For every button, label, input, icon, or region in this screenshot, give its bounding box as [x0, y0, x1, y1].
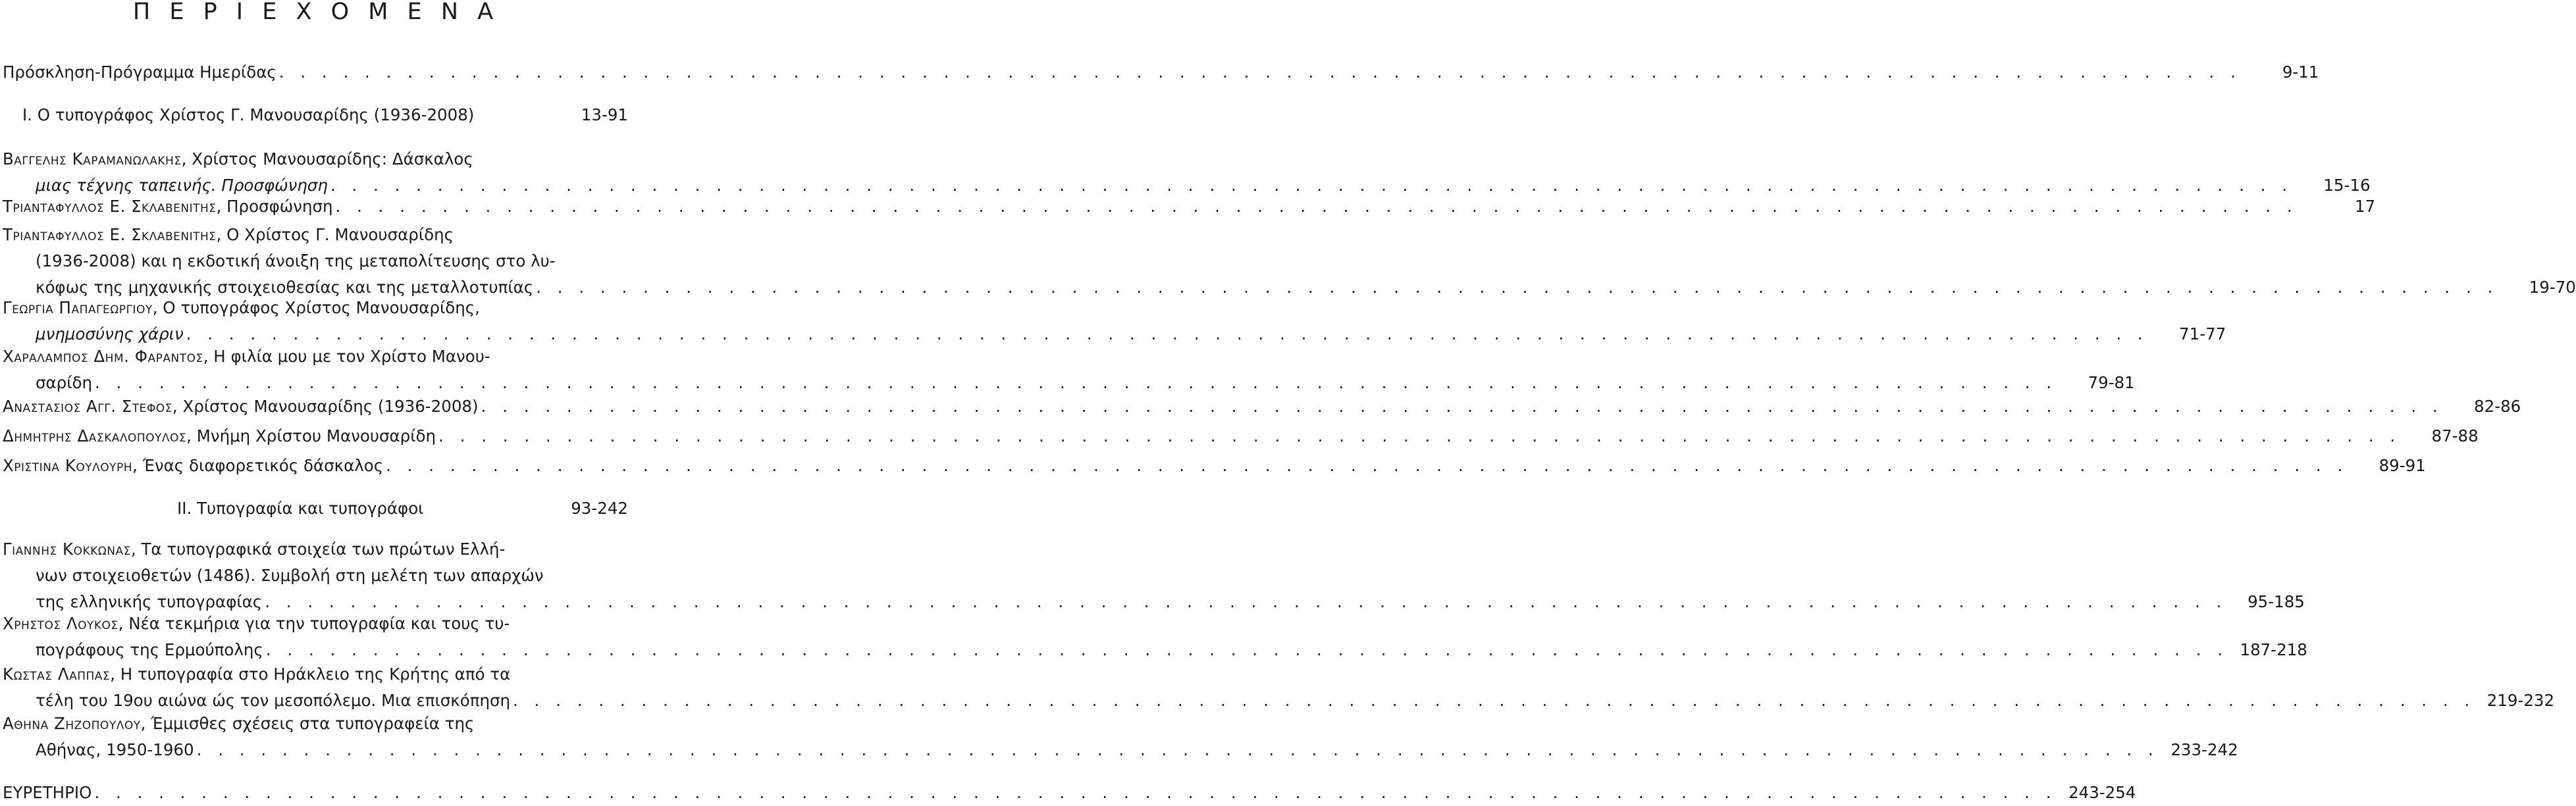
section-title: I. Ο τυπογράφος Χρίστος Γ. Μανουσαρίδης (1936-2008) — [22, 105, 475, 124]
toc-line — [3, 780, 2136, 806]
toc-line — [3, 495, 628, 522]
entry-title: μιας τέχνης ταπεινής. Προσφώνηση — [36, 176, 328, 195]
entry-author: Χαραλαμπος Δημ. Φαραντος — [3, 347, 203, 366]
entry-author: Δημητρης Δασκαλοπουλος — [3, 426, 187, 445]
toc-line — [3, 423, 2479, 449]
page-title: Π Ε Ρ Ι Ε Χ Ο Μ Ε Ν Α — [132, 0, 500, 25]
entry-title: , Ένας διαφορετικός δάσκαλος — [132, 456, 384, 475]
page-range: 82-86 — [2474, 397, 2521, 416]
entry-title: , Νέα τεκμήρια για την τυπογραφία και τους τυ- — [118, 614, 510, 633]
entry-title: , Ο τυπογράφος Χρίστος Μανουσαρίδης, — [152, 298, 480, 317]
dot-leader: . . . . . . . . . . . . . . . . . . . . . . . . . . . . . . . . . . . . . . . . . . . . . . . . . . . . . . . . . . . . . . . . . . . . . . . . . . . . . . . . . . . . . . . . . . . . — [278, 63, 2242, 82]
toc-entry — [3, 393, 2521, 420]
entry-title: σαρίδη — [36, 373, 93, 392]
toc-entry — [3, 193, 2376, 220]
entry-title: (1936-2008) και η εκδοτική άνοιξη της μεταπολίτευσης στο λυ- — [36, 251, 556, 270]
toc-entry — [3, 453, 2426, 479]
dot-leader: . . . . . . . . . . . . . . . . . . . . . . . . . . . . . . . . . . . . . . . . . . . . . . . . . . . . . . . . . . . . . . . . . . . . . . . . . . . . . . . . . . . . . . . . . . . . — [330, 176, 2293, 195]
entry-author: Γεωργια Παπαγεωργιου — [3, 298, 153, 317]
toc-entry — [3, 536, 2305, 615]
toc-entry — [3, 611, 2307, 663]
toc-line — [3, 536, 628, 563]
toc-line — [3, 59, 2319, 86]
entry-author: Χρηστος Λουκος — [3, 614, 118, 633]
entry-author: Βαγγελης Καραμανωλακης — [3, 149, 182, 168]
entry-title: , Τα τυπογραφικά στοιχεία των πρώτων Ελλή- — [130, 540, 506, 559]
dot-leader: . . . . . . . . . . . . . . . . . . . . . . . . . . . . . . . . . . . . . . . . . . . . . . . . . . . . . . . . . . . . . . . . . . . . . . . . . . . . . . . . . . . . . . . . . . . . — [536, 278, 2498, 297]
toc-line — [3, 453, 2426, 479]
dot-leader: . . . . . . . . . . . . . . . . . . . . . . . . . . . . . . . . . . . . . . . . . . . . . . . . . . . . . . . . . . . . . . . . . . . . . . . . . . . . . . . . . . . . . . . . . . . . — [335, 197, 2298, 216]
entry-title: μνημοσύνης χάριν — [36, 324, 184, 343]
entry-title: , Η τυπογραφία στο Ηράκλειο της Κρήτης από τα — [110, 665, 511, 684]
dot-leader: . . . . . . . . . . . . . . . . . . . . . . . . . . . . . . . . . . . . . . . . . . . . . . . . . . . . . . . . . . . . . . . . . . . . . . . . . . . . . . . . . . . . . . . . . . . . — [94, 783, 2057, 802]
toc-entry — [3, 780, 2136, 806]
toc-line — [3, 222, 628, 248]
page-range: 93-242 — [571, 499, 628, 518]
page-range: 17 — [2355, 197, 2376, 216]
toc-entry — [3, 711, 2238, 763]
toc-line — [3, 102, 628, 128]
toc-entry — [3, 222, 2576, 301]
entry-title: Αθήνας, 1950-1960 — [36, 740, 194, 759]
page-range: 95-185 — [2247, 592, 2305, 611]
toc-line — [3, 393, 2521, 420]
page-range: 9-11 — [2282, 63, 2319, 82]
entry-title: , Έμμισθες σχέσεις στα τυπογραφεία της — [140, 714, 475, 733]
toc-line — [3, 711, 628, 737]
entry-title: , Ο Χρίστος Γ. Μανουσαρίδης — [216, 225, 454, 244]
toc-line — [3, 611, 628, 637]
section-heading — [3, 495, 628, 522]
toc-line — [3, 563, 628, 589]
toc-line — [3, 688, 2555, 714]
page-range: 15-16 — [2323, 176, 2371, 195]
entry-title: της ελληνικής τυπογραφίας — [36, 592, 263, 611]
entry-title: , Χρίστος Μανουσαρίδης (1936-2008) — [172, 397, 479, 416]
entry-author: Αθηνα Ζηζοπουλου — [3, 714, 141, 733]
toc-entry — [3, 343, 2135, 396]
entry-title: Πρόσκληση-Πρόγραμμα Ημερίδας — [3, 63, 276, 82]
toc-line — [3, 637, 2307, 663]
section-title: II. Τυπογραφία και τυπογράφοι — [177, 499, 424, 518]
entry-title: , Χρίστος Μανουσαρίδης: Δάσκαλος — [181, 149, 473, 168]
page-range: 187-218 — [2240, 640, 2307, 659]
toc-line — [3, 146, 628, 172]
page-range: 79-81 — [2088, 373, 2135, 392]
section-heading — [3, 102, 628, 128]
entry-title: ΕΥΡΕΤΗΡΙΟ — [3, 783, 92, 802]
toc-line — [3, 370, 2135, 396]
dot-leader: . . . . . . . . . . . . . . . . . . . . . . . . . . . . . . . . . . . . . . . . . . . . . . . . . . . . . . . . . . . . . . . . . . . . . . . . . . . . . . . . . . . . . . . . . . . . — [186, 324, 2149, 343]
page-range: 13-91 — [581, 105, 628, 124]
dot-leader: . . . . . . . . . . . . . . . . . . . . . . . . . . . . . . . . . . . . . . . . . . . . . . . . . . . . . . . . . . . . . . . . . . . . . . . . . . . . . . . . . . . . . . . . . . . . — [196, 740, 2159, 759]
entry-title: κόφως της μηχανικής στοιχειοθεσίας και της μεταλλοτυπίας — [36, 278, 534, 297]
page-range: 243-254 — [2068, 783, 2136, 802]
entry-title: τέλη του 19ου αιώνα ώς τον μεσοπόλεμο. Μια επισκόπηση — [36, 691, 511, 710]
entry-author: Γιαννης Κοκκωνας — [3, 540, 131, 559]
entry-author: Τριανταφυλλος Ε. Σκλαβενιτης — [3, 197, 217, 216]
page-range: 233-242 — [2170, 740, 2238, 759]
dot-leader: . . . . . . . . . . . . . . . . . . . . . . . . . . . . . . . . . . . . . . . . . . . . . . . . . . . . . . . . . . . . . . . . . . . . . . . . . . . . . . . . . . . . . . . . . . . . — [265, 640, 2228, 659]
dot-leader: . . . . . . . . . . . . . . . . . . . . . . . . . . . . . . . . . . . . . . . . . . . . . . . . . . . . . . . . . . . . . . . . . . . . . . . . . . . . . . . . . . . . . . . . . . . . — [386, 456, 2348, 475]
entry-title: , Προσφώνηση — [216, 197, 333, 216]
entry-title: νων στοιχειοθετών (1486). Συμβολή στη μελέτη των απαρχών — [36, 566, 544, 585]
entry-author: Αναστασιος Αγγ. Στεφος — [3, 397, 172, 416]
entry-author: Κωστας Λαππας — [3, 665, 111, 684]
toc-line — [3, 737, 2238, 763]
page-range: 19-70 — [2529, 278, 2576, 297]
dot-leader: . . . . . . . . . . . . . . . . . . . . . . . . . . . . . . . . . . . . . . . . . . . . . . . . . . . . . . . . . . . . . . . . . . . . . . . . . . . . . . . . . . . . . . . . . . . . — [95, 373, 2057, 392]
toc-line — [3, 343, 628, 370]
toc-line — [3, 661, 628, 688]
toc-entry — [3, 661, 2555, 714]
toc-line — [3, 248, 628, 274]
page-range: 71-77 — [2179, 324, 2226, 343]
toc-entry — [3, 59, 2319, 86]
page-range: 87-88 — [2431, 426, 2479, 445]
dot-leader: . . . . . . . . . . . . . . . . . . . . . . . . . . . . . . . . . . . . . . . . . . . . . . . . . . . . . . . . . . . . . . . . . . . . . . . . . . . . . . . . . . . . . . . . . . . . — [438, 426, 2401, 445]
entry-title: , Η φιλία μου με τον Χρίστο Μανου- — [203, 347, 490, 366]
entry-title: , Μνήμη Χρίστου Μανουσαρίδη — [186, 426, 436, 445]
dot-leader: . . . . . . . . . . . . . . . . . . . . . . . . . . . . . . . . . . . . . . . . . . . . . . . . . . . . . . . . . . . . . . . . . . . . . . . . . . . . . . . . . . . . . . . . . . . . — [265, 592, 2227, 611]
toc-entry — [3, 295, 2226, 347]
entry-title: πογράφους της Ερμούπολης — [36, 640, 263, 659]
entry-author: Τριανταφυλλος Ε. Σκλαβενιτης — [3, 225, 217, 244]
dot-leader: . . . . . . . . . . . . . . . . . . . . . . . . . . . . . . . . . . . . . . . . . . . . . . . . . . . . . . . . . . . . . . . . . . . . . . . . . . . . . . . . . . . . . . . . . . . . — [481, 397, 2444, 416]
entry-author: Χριστινα Κουλουρη — [3, 456, 133, 475]
toc-entry — [3, 146, 2371, 199]
page-range: 219-232 — [2486, 691, 2555, 710]
dot-leader: . . . . . . . . . . . . . . . . . . . . . . . . . . . . . . . . . . . . . . . . . . . . . . . . . . . . . . . . . . . . . . . . . . . . . . . . . . . . . . . . . . . . . . . . . . . . — [513, 691, 2475, 710]
page-range: 89-91 — [2379, 456, 2426, 475]
toc-entry — [3, 423, 2479, 449]
toc-line — [3, 295, 628, 321]
toc-line — [3, 193, 2376, 220]
